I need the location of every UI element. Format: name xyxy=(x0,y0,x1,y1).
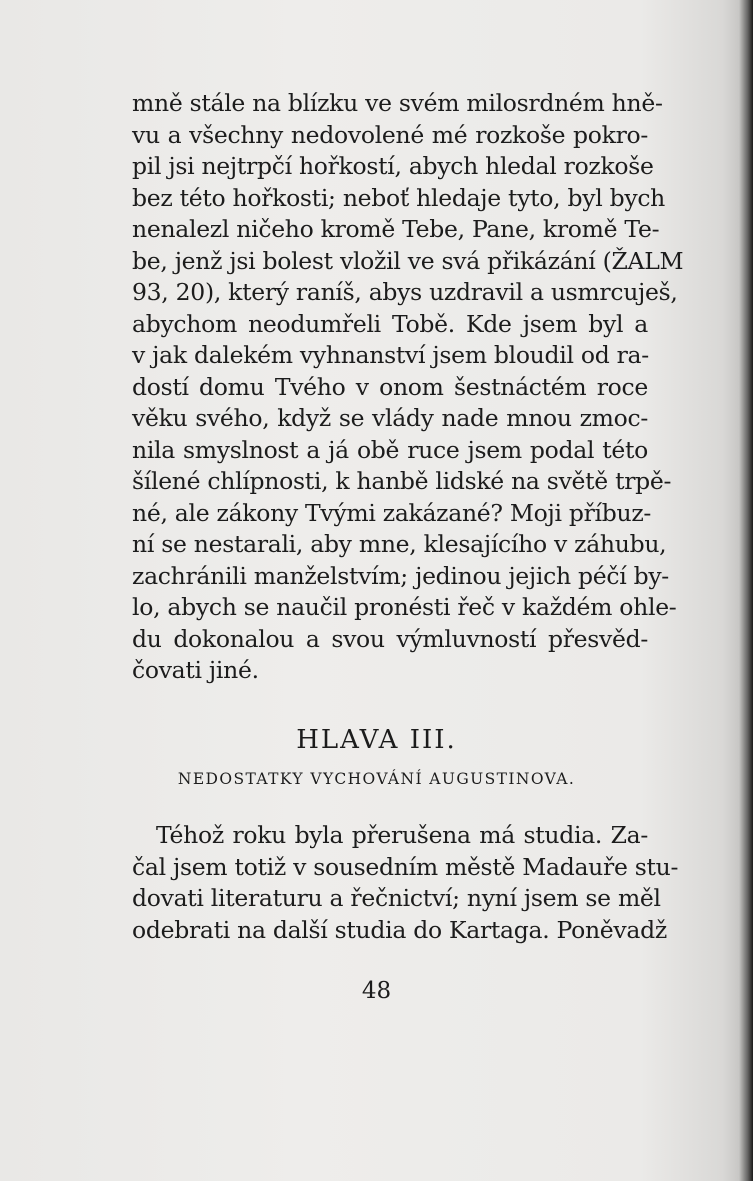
text-line: bez této hořkosti; neboť hledaje tyto, byl bych xyxy=(132,183,666,212)
paragraph-2 xyxy=(132,820,679,946)
text-line: čal jsem totiž v sousedním městě Madauře stu- xyxy=(132,852,679,881)
page-number: 48 xyxy=(361,978,392,1004)
text-line: du dokonalou a svou výmluvností přesvěd- xyxy=(132,624,648,653)
text-line: nila smyslnost a já obě ruce jsem podal této xyxy=(132,435,648,464)
text-line: lo, abych se naučil pronésti řeč v každém ohle- xyxy=(132,593,677,621)
text-line: šílené chlípnosti, k hanbě lidské na světě trpě- xyxy=(132,467,672,495)
chapter-heading: HLAVA III. xyxy=(296,725,457,755)
text-line: dovati literaturu a řečnictví; nyní jsem se měl xyxy=(132,884,661,912)
text-line: čovati jiné. xyxy=(132,656,259,684)
text-line: vu a všechny nedovolené mé rozkoše pokro- xyxy=(132,120,648,149)
text-line: Téhož roku byla přerušena má studia. Za- xyxy=(156,821,648,849)
text-line: ní se nestarali, aby mne, klesajícího v záhubu, xyxy=(132,530,667,558)
text-line: mně stále na blízku ve svém milosrdném hně- xyxy=(132,89,663,117)
text-line: odebrati na další studia do Kartaga. Poněvadž xyxy=(132,915,667,944)
chapter-subtitle: NEDOSTATKY VYCHOVÁNÍ AUGUSTINOVA. xyxy=(177,770,576,788)
text-line: nenalezl ničeho kromě Tebe, Pane, kromě Te- xyxy=(132,215,660,243)
text-line: be, jenž jsi bolest vložil ve svá přikázání (ŽALM xyxy=(132,246,684,275)
text-line: 93, 20), který raníš, abys uzdravil a usmrcuješ, xyxy=(132,278,678,306)
paragraph-1 xyxy=(132,88,684,687)
text-line: dostí domu Tvého v onom šestnáctém roce xyxy=(132,372,648,401)
text-line: abychom neodumřeli Tobě. Kde jsem byl a xyxy=(132,309,648,338)
page-edge-shadow xyxy=(739,0,753,1181)
text-line: věku svého, když se vlády nade mnou zmoc- xyxy=(132,404,648,432)
text-line: zachránili manželstvím; jedinou jejich péčí by- xyxy=(132,561,669,590)
text-line: né, ale zákony Tvými zakázané? Moji příbuz- xyxy=(132,498,652,527)
text-line: v jak dalekém vyhnanství jsem bloudil od ra- xyxy=(132,341,649,369)
text-line: pil jsi nejtrpčí hořkostí, abych hledal rozkoše xyxy=(132,152,654,180)
